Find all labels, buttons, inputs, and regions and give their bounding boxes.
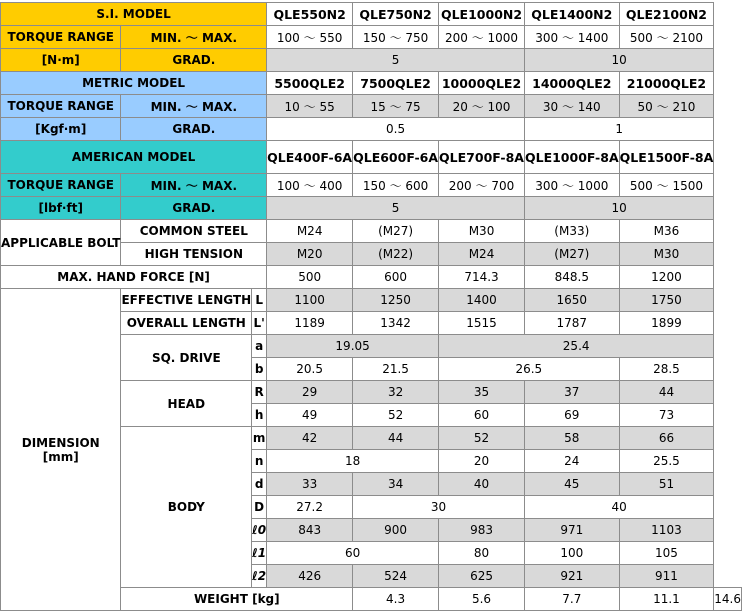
sq-drive-label: SQ. DRIVE	[121, 335, 252, 381]
effective-length-cell: 1750	[619, 289, 714, 312]
american-range-cell: 100 ～ 400	[267, 174, 353, 197]
american-model-cell: QLE1500F-8A	[619, 141, 714, 174]
american-grad-row	[1, 197, 742, 220]
american-model-label: AMERICAN MODEL	[1, 141, 267, 174]
bolt-high-cell: M30	[619, 243, 714, 266]
weight-cell: 14.6	[714, 588, 742, 611]
si-grad-cell: 5	[267, 49, 525, 72]
effective-length-row	[1, 289, 742, 312]
body-m-symbol: m	[252, 427, 267, 450]
american-range-cell: 200 ～ 700	[439, 174, 525, 197]
body-m-cell: 44	[353, 427, 439, 450]
effective-length-symbol: L	[252, 289, 267, 312]
body-D-cell: 30	[353, 496, 525, 519]
overall-length-cell: 1189	[267, 312, 353, 335]
body-d-cell: 33	[267, 473, 353, 496]
sq-drive-a-symbol: a	[252, 335, 267, 358]
sq-drive-b-cell: 20.5	[267, 358, 353, 381]
body-l2-cell: 426	[267, 565, 353, 588]
body-l1-cell: 60	[267, 542, 439, 565]
bolt-common-cell: M30	[439, 220, 525, 243]
body-n-symbol: n	[252, 450, 267, 473]
american-model-row	[1, 141, 742, 174]
body-m-cell: 66	[619, 427, 714, 450]
metric-torque-label: TORQUE RANGE	[1, 95, 121, 118]
bolt-high-label: HIGH TENSION	[121, 243, 267, 266]
hand-force-cell: 600	[353, 266, 439, 289]
metric-model-label: METRIC MODEL	[1, 72, 267, 95]
sq-drive-a-cell: 25.4	[439, 335, 714, 358]
body-d-cell: 45	[524, 473, 619, 496]
effective-length-cell: 1400	[439, 289, 525, 312]
hand-force-cell: 714.3	[439, 266, 525, 289]
si-grad-row	[1, 49, 742, 72]
hand-force-label: MAX. HAND FORCE [N]	[1, 266, 267, 289]
body-l2-cell: 625	[439, 565, 525, 588]
metric-grad-cell: 0.5	[267, 118, 525, 141]
weight-cell: 5.6	[439, 588, 525, 611]
body-n-cell: 18	[267, 450, 439, 473]
body-l1-cell: 100	[524, 542, 619, 565]
si-model-label: S.I. MODEL	[1, 3, 267, 26]
overall-length-cell: 1787	[524, 312, 619, 335]
body-l0-cell: 1103	[619, 519, 714, 542]
metric-unit-label: [Kgf·m]	[1, 118, 121, 141]
body-D-cell: 27.2	[267, 496, 353, 519]
head-r-symbol: R	[252, 381, 267, 404]
dimension-unit: [mm]	[42, 449, 79, 464]
body-n-cell: 24	[524, 450, 619, 473]
american-model-cell: QLE700F-8A	[439, 141, 525, 174]
bolt-common-label: COMMON STEEL	[121, 220, 267, 243]
sq-drive-b-cell: 21.5	[353, 358, 439, 381]
bolt-common-cell: M36	[619, 220, 714, 243]
body-l0-cell: 983	[439, 519, 525, 542]
head-h-symbol: h	[252, 404, 267, 427]
head-r-cell: 44	[619, 381, 714, 404]
head-h-cell: 49	[267, 404, 353, 427]
effective-length-cell: 1250	[353, 289, 439, 312]
american-model-cell: QLE400F-6A	[267, 141, 353, 174]
si-grad-cell: 10	[524, 49, 713, 72]
metric-model-cell: 14000QLE2	[524, 72, 619, 95]
american-range-cell: 500 ～ 1500	[619, 174, 714, 197]
american-range-cell: 300 ～ 1000	[524, 174, 619, 197]
body-m-cell: 42	[267, 427, 353, 450]
si-model-cell: QLE750N2	[353, 3, 439, 26]
metric-model-cell: 5500QLE2	[267, 72, 353, 95]
body-l1-cell: 80	[439, 542, 525, 565]
head-r-cell: 32	[353, 381, 439, 404]
body-l0-cell: 971	[524, 519, 619, 542]
head-h-cell: 73	[619, 404, 714, 427]
head-r-cell: 37	[524, 381, 619, 404]
si-unit-label: [N·m]	[1, 49, 121, 72]
american-range-row	[1, 174, 742, 197]
bolt-common-cell: (M33)	[524, 220, 619, 243]
body-d-cell: 40	[439, 473, 525, 496]
american-grad-cell: 5	[267, 197, 525, 220]
body-l0-cell: 843	[267, 519, 353, 542]
si-range-cell: 200 ～ 1000	[439, 26, 525, 49]
metric-model-cell: 21000QLE2	[619, 72, 714, 95]
overall-length-cell: 1899	[619, 312, 714, 335]
overall-length-symbol: L'	[252, 312, 267, 335]
metric-min-max-label: MIN. ～ MAX.	[121, 95, 267, 118]
effective-length-label: EFFECTIVE LENGTH	[121, 289, 252, 312]
weight-cell: 4.3	[353, 588, 439, 611]
head-r-cell: 35	[439, 381, 525, 404]
bolt-label: APPLICABLE BOLT	[1, 220, 121, 266]
si-grad-label: GRAD.	[121, 49, 267, 72]
si-min-max-label: MIN. ～ MAX.	[121, 26, 267, 49]
head-label: HEAD	[121, 381, 252, 427]
metric-range-cell: 30 ～ 140	[524, 95, 619, 118]
bolt-high-cell: (M22)	[353, 243, 439, 266]
body-d-symbol: d	[252, 473, 267, 496]
bolt-common-cell: (M27)	[353, 220, 439, 243]
body-l2-cell: 911	[619, 565, 714, 588]
specification-table	[0, 2, 742, 611]
hand-force-cell: 848.5	[524, 266, 619, 289]
american-min-max-label: MIN. ～ MAX.	[121, 174, 267, 197]
si-range-row	[1, 26, 742, 49]
metric-range-cell: 10 ～ 55	[267, 95, 353, 118]
american-unit-label: [lbf·ft]	[1, 197, 121, 220]
overall-length-cell: 1515	[439, 312, 525, 335]
body-label: BODY	[121, 427, 252, 588]
sq-drive-b-cell: 26.5	[439, 358, 620, 381]
hand-force-row	[1, 266, 742, 289]
body-n-cell: 20	[439, 450, 525, 473]
weight-cell: 7.7	[524, 588, 619, 611]
si-torque-label: TORQUE RANGE	[1, 26, 121, 49]
si-model-cell: QLE1000N2	[439, 3, 525, 26]
body-n-cell: 25.5	[619, 450, 714, 473]
body-l0-cell: 900	[353, 519, 439, 542]
body-d-cell: 51	[619, 473, 714, 496]
dimension-label	[1, 289, 121, 611]
metric-model-cell: 7500QLE2	[353, 72, 439, 95]
si-range-cell: 100 ～ 550	[267, 26, 353, 49]
body-l1-symbol: ℓ1	[252, 542, 267, 565]
body-l2-symbol: ℓ2	[252, 565, 267, 588]
body-d-cell: 34	[353, 473, 439, 496]
metric-range-cell: 50 ～ 210	[619, 95, 714, 118]
head-h-cell: 52	[353, 404, 439, 427]
american-model-cell: QLE600F-6A	[353, 141, 439, 174]
si-range-cell: 150 ～ 750	[353, 26, 439, 49]
body-D-cell: 40	[524, 496, 713, 519]
weight-cell: 11.1	[619, 588, 714, 611]
effective-length-cell: 1650	[524, 289, 619, 312]
effective-length-cell: 1100	[267, 289, 353, 312]
si-model-row	[1, 3, 742, 26]
head-r-cell: 29	[267, 381, 353, 404]
si-model-cell: QLE2100N2	[619, 3, 714, 26]
body-l2-cell: 921	[524, 565, 619, 588]
bolt-common-row	[1, 220, 742, 243]
american-range-cell: 150 ～ 600	[353, 174, 439, 197]
sq-drive-b-symbol: b	[252, 358, 267, 381]
overall-length-cell: 1342	[353, 312, 439, 335]
overall-length-label: OVERALL LENGTH	[121, 312, 252, 335]
si-range-cell: 500 ～ 2100	[619, 26, 714, 49]
si-model-cell: QLE550N2	[267, 3, 353, 26]
hand-force-cell: 500	[267, 266, 353, 289]
head-h-cell: 69	[524, 404, 619, 427]
metric-range-cell: 15 ～ 75	[353, 95, 439, 118]
body-m-cell: 52	[439, 427, 525, 450]
hand-force-cell: 1200	[619, 266, 714, 289]
dimension-title: DIMENSION	[21, 435, 100, 450]
american-model-cell: QLE1000F-8A	[524, 141, 619, 174]
body-l0-symbol: ℓ0	[252, 519, 267, 542]
metric-grad-row	[1, 118, 742, 141]
bolt-high-cell: M20	[267, 243, 353, 266]
bolt-common-cell: M24	[267, 220, 353, 243]
american-torque-label: TORQUE RANGE	[1, 174, 121, 197]
sq-drive-a-cell: 19.05	[267, 335, 439, 358]
weight-label: WEIGHT [kg]	[121, 588, 353, 611]
american-grad-label: GRAD.	[121, 197, 267, 220]
metric-grad-cell: 1	[524, 118, 713, 141]
american-grad-cell: 10	[524, 197, 713, 220]
body-m-cell: 58	[524, 427, 619, 450]
si-range-cell: 300 ～ 1400	[524, 26, 619, 49]
metric-range-cell: 20 ～ 100	[439, 95, 525, 118]
body-l2-cell: 524	[353, 565, 439, 588]
metric-grad-label: GRAD.	[121, 118, 267, 141]
body-D-symbol: D	[252, 496, 267, 519]
bolt-high-cell: (M27)	[524, 243, 619, 266]
metric-model-row	[1, 72, 742, 95]
sq-drive-b-cell: 28.5	[619, 358, 714, 381]
metric-range-row	[1, 95, 742, 118]
si-model-cell: QLE1400N2	[524, 3, 619, 26]
head-h-cell: 60	[439, 404, 525, 427]
bolt-high-cell: M24	[439, 243, 525, 266]
body-l1-cell: 105	[619, 542, 714, 565]
metric-model-cell: 10000QLE2	[439, 72, 525, 95]
